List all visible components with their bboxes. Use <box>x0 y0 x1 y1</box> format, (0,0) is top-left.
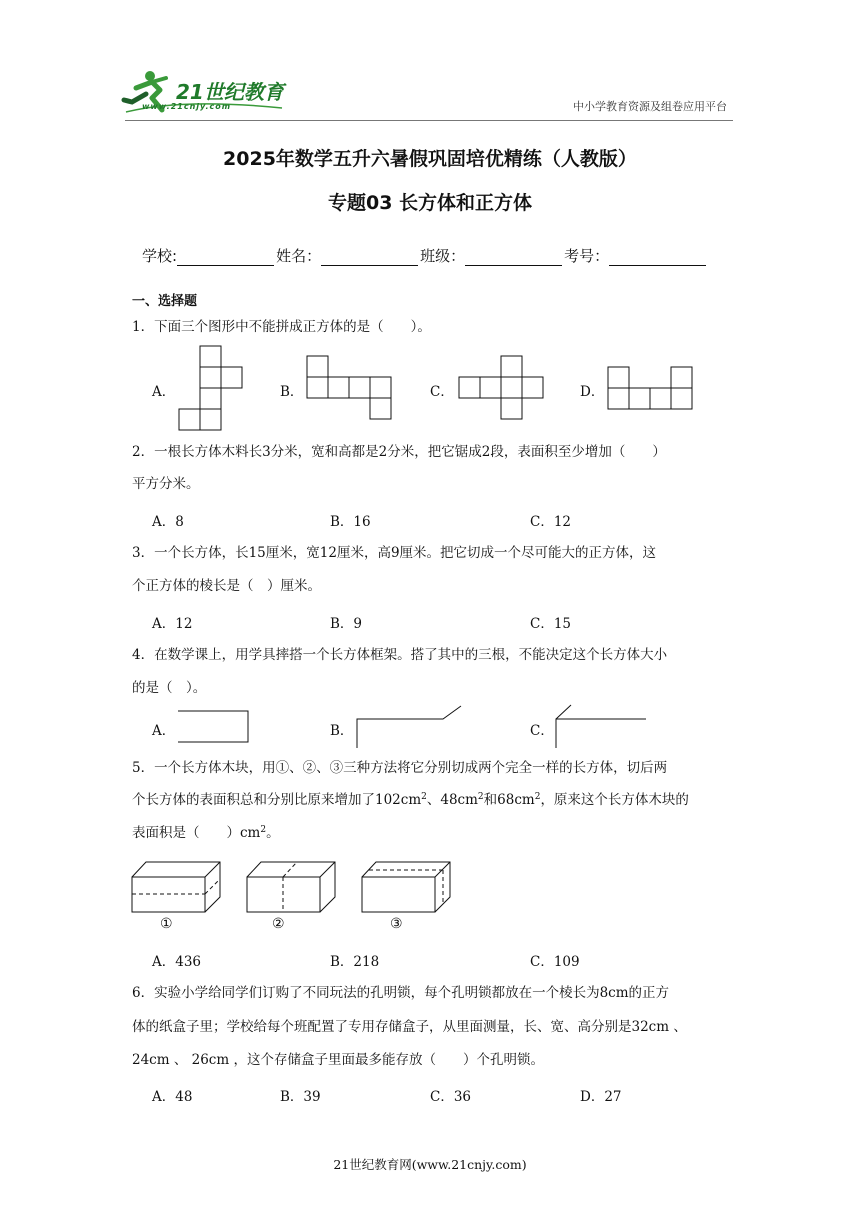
q1-option-a[interactable]: A． <box>152 384 176 400</box>
q5-option-b[interactable]: B．218 <box>330 954 380 970</box>
page-subtitle: 专题03 长方体和正方体 <box>327 192 533 214</box>
q5-box-2 <box>247 862 335 912</box>
class-label: 班级： <box>420 247 466 265</box>
question-2-line-1: 2．一根长方体木料长3分米，宽和高都是2分米，把它锯成2段，表面积至少增加（ ） <box>132 444 666 460</box>
q5-option-a[interactable]: A．436 <box>152 954 202 970</box>
q1-option-c[interactable]: C． <box>430 384 454 400</box>
q6-option-b[interactable]: B．39 <box>280 1089 321 1105</box>
q6-option-c[interactable]: C．36 <box>430 1089 472 1105</box>
q4-option-b[interactable]: B． <box>330 723 354 739</box>
page-footer: 21世纪教育网(www.21cnjy.com) <box>333 1157 527 1172</box>
q4-option-c[interactable]: C． <box>530 723 554 739</box>
question-5-line-2: 个长方体的表面积总和分别比原来增加了$102cm^2$、$48cm^2$和$68cm^2$，原来这个长方体木块的 <box>132 792 689 808</box>
section-heading: 一、选择题 <box>132 294 198 309</box>
platform-label: 中小学教育资源及组卷应用平台 <box>573 100 727 113</box>
logo-url: www.21cnjy.com <box>142 102 232 111</box>
question-3-line-2: 个正方体的棱长是（ ）厘米。 <box>132 578 321 594</box>
q1-option-b[interactable]: B． <box>280 384 304 400</box>
q5-figure-label-3: ③ <box>390 916 403 932</box>
q5-figure-label-1: ① <box>160 916 173 932</box>
question-4-line-2: 的是（ ）。 <box>132 680 207 696</box>
question-5-line-3: 表面积是（ ）$cm^2$。 <box>132 825 280 841</box>
question-2-line-2: 平方分米。 <box>132 476 200 492</box>
name-label: 姓名： <box>276 247 322 265</box>
q3-option-a[interactable]: A．12 <box>152 616 193 632</box>
q2-option-a[interactable]: A．8 <box>152 514 184 530</box>
number-label: 考号： <box>564 247 610 265</box>
net-a <box>179 346 242 430</box>
question-1-text: 1．下面三个图形中不能拼成正方体的是（ ）。 <box>132 319 431 335</box>
q6-option-d[interactable]: D．27 <box>580 1089 622 1105</box>
q3-option-c[interactable]: C．15 <box>530 616 572 632</box>
question-3-line-1: 3．一个长方体，长15厘米，宽12厘米，高9厘米。把它切成一个尽可能大的正方体，这 <box>132 545 657 561</box>
q5-box-1 <box>132 862 220 912</box>
q1-option-d[interactable]: D． <box>580 384 605 400</box>
question-6-line-3: 24cm 、 26cm ，这个存储盒子里面最多能存放（ ）个孔明锁。 <box>132 1052 544 1068</box>
q4-frame-a <box>178 711 248 742</box>
q3-option-b[interactable]: B．9 <box>330 616 363 632</box>
question-5-line-1: 5．一个长方体木块，用①、②、③三种方法将它分别切成两个完全一样的长方体，切后两 <box>132 760 668 776</box>
school-label: 学校: <box>142 247 178 265</box>
question-6-line-1: 6．实验小学给同学们订购了不同玩法的孔明锁，每个孔明锁都放在一个棱长为8cm的正方 <box>132 985 670 1001</box>
q5-option-c[interactable]: C．109 <box>530 954 580 970</box>
q2-option-b[interactable]: B．16 <box>330 514 371 530</box>
q4-frame-c <box>556 705 646 748</box>
net-c <box>459 356 543 419</box>
net-d <box>608 367 692 409</box>
net-b <box>307 356 391 419</box>
q5-figure-label-2: ② <box>272 916 285 932</box>
q4-frame-b <box>357 706 461 748</box>
q4-option-a[interactable]: A． <box>152 723 176 739</box>
page-title: 2025年数学五升六暑假巩固培优精练（人教版） <box>223 148 637 170</box>
question-4-line-1: 4．在数学课上，用学具摔搭一个长方体框架。搭了其中的三根，不能决定这个长方体大小 <box>132 647 668 663</box>
q5-box-3 <box>362 862 450 912</box>
q6-option-a[interactable]: A．48 <box>152 1089 193 1105</box>
q2-option-c[interactable]: C．12 <box>530 514 572 530</box>
logo-text: 21世纪教育 <box>176 80 284 104</box>
question-6-line-2: 体的纸盒子里；学校给每个班配置了专用存储盒子，从里面测量，长、宽、高分别是32cm 、 <box>132 1019 687 1035</box>
